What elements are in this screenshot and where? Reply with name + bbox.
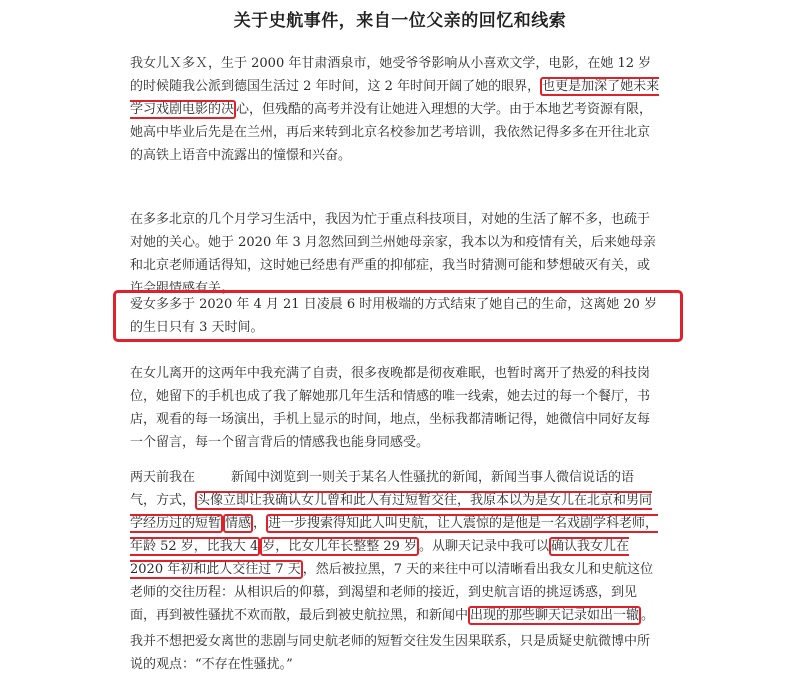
paragraph-6: 我并不想把爱女离世的悲剧与同史航老师的短暂交往发生因果联系，只是质疑史航微博中所说的观点：“不存在性骚扰。”: [130, 634, 651, 672]
page-title: 关于史航事件，来自一位父亲的回忆和线索: [233, 11, 567, 31]
paragraph-1-text-b: 心，但残酷的高考并没有让她进入理想的大学。由于本地艺考资源有限，她高中毕业后先是在兰州，再后来转到北京名校参加艺考培训，我依然记得多多在开往北京的高铁上语音中流露出的憧憬和兴奋。: [130, 102, 653, 163]
paragraph-1-text-a: 我女儿Ｘ多Ｘ，生于 2000 年甘肃酒泉市，她受爷爷影响从小喜欢文学，电影，在她 12 岁的时候随我公派到德国生活过 2 年时间，这 2 年时间开阔了她的眼界，: [130, 56, 652, 94]
paragraph-5-text-e: ，然后被拉黑，7 天的来往中可以清晰看出我女儿和史航这位老师的交往历程：从相识后的仰慕，到渴望和老师的接近，到史航言语的挑逗诱惑，到见面，再到被性骚扰不欢而散，最后到被史航拉黑，和新闻中: [130, 562, 654, 623]
highlight-2: 头像立即让我确认女儿曾和此人有过短暂交往，我原本以为是女儿在北京和男同学经历过的短暂: [130, 493, 653, 531]
paragraph-2: 在多多北京的几个月学习生活中，我因为忙于重点科技项目，对她的生活了解不多，也疏于对她的关心。她于 2020 年 3 月忽然回到兰州她母亲家，我本以为和疫情有关，后来她母亲和北京老师通话得知，这时她已经患有严重的抑郁症，我当时猜测可能和梦想破灭有关，或许会跟情感有关。: [130, 212, 656, 296]
paragraph-5-text-b: 新闻中浏览到一则关于某名人性骚扰的新闻，新闻当事人微信说话的语气，方式，: [130, 470, 635, 508]
highlight-5: 出现的那些聊天记录如出一辙: [470, 608, 640, 623]
paragraph-5: [130, 466, 660, 627]
paragraph-1: [130, 52, 660, 167]
highlight-3: 进一步搜索得知此人叫史航，让人震惊的是他是一名戏剧学科老师，年龄 52 岁，比我大 4: [130, 516, 659, 554]
highlight-2-continued: 情感: [225, 516, 252, 531]
paragraph-3: 爱女多多于 2020 年 4 月 21 日凌晨 6 时用极端的方式结束了她自己的生命，这离她 20 岁的生日只有 3 天时间。: [130, 297, 658, 335]
highlight-3-continued: 岁，比女儿年长整整 29 岁: [262, 539, 418, 554]
paragraph-4: 在女儿离开的这两年中我充满了自责，很多夜晚都是彻夜难眠，也暂时离开了热爱的科技岗位，她留下的手机也成了我了解她那几年生活和情感的唯一线索，她去过的每一个餐厅，书店，观看的每一场演出，手机上显示的时间，地点，坐标我都清晰记得，她微信中同好友每一个留言，每一个留言背后的情感我也能身同感受。: [130, 366, 651, 450]
paragraph-5-text-a: 两天前我在: [130, 470, 196, 485]
highlight-1: 也更是加深了她未来学习戏剧电影的决: [130, 79, 660, 117]
highlight-4: 确认我女儿在 2020 年初和此人交往过 7 天: [130, 539, 630, 577]
paragraph-5-text-d: 。从聊天记录中我可以: [419, 539, 550, 554]
paragraph-5-text-f: 。: [641, 608, 655, 623]
paragraph-5-text-c: ，: [253, 516, 267, 531]
